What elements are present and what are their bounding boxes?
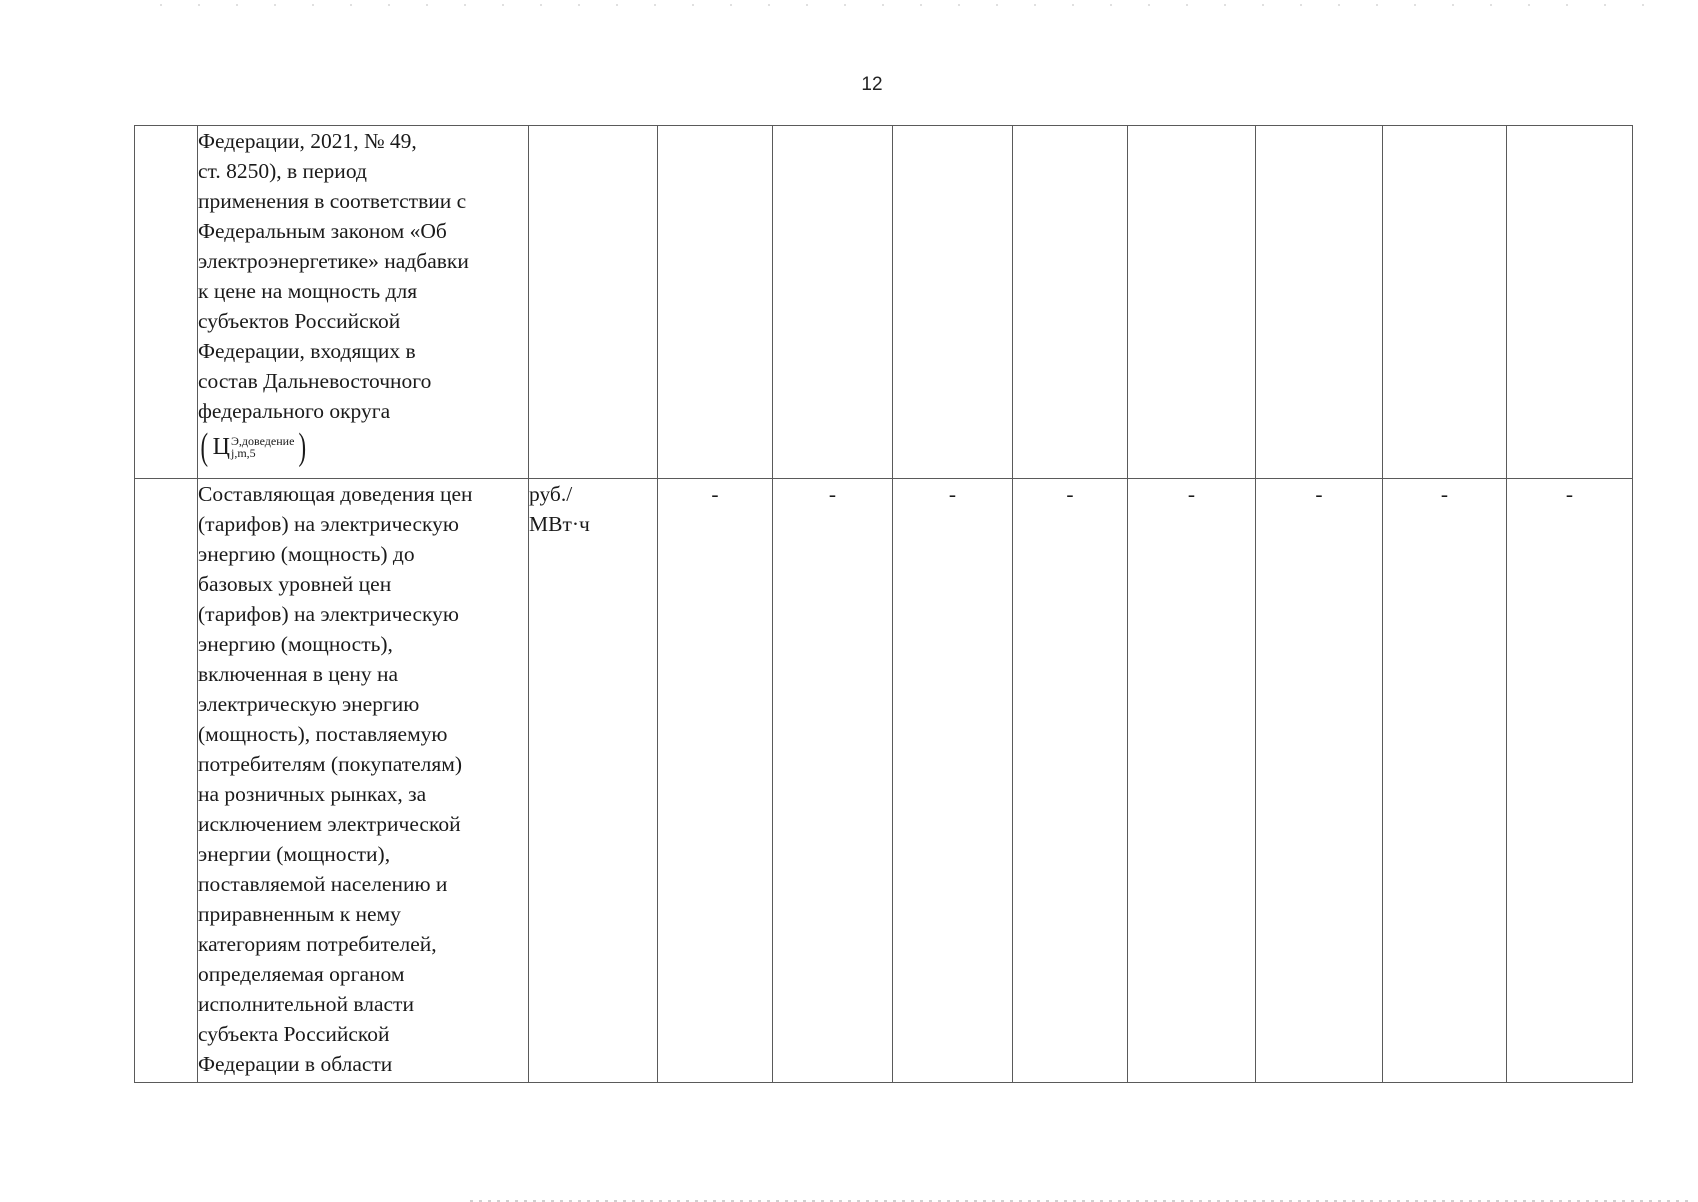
formula-superscript: Э,доведение bbox=[231, 434, 295, 448]
table-cell-value: - bbox=[1013, 479, 1128, 1083]
unit-line: МВт·ч bbox=[529, 512, 590, 536]
description-line: Федерации, входящих в bbox=[198, 339, 416, 363]
description-line: поставляемой населению и bbox=[198, 872, 448, 896]
unit-line: руб./ bbox=[529, 482, 573, 506]
table-cell-unit bbox=[529, 126, 658, 479]
table-cell-index bbox=[135, 479, 198, 1083]
table-cell-value bbox=[1256, 126, 1383, 479]
table-cell-value: - bbox=[893, 479, 1013, 1083]
table-cell-value bbox=[773, 126, 893, 479]
description-line: на розничных рынках, за bbox=[198, 782, 427, 806]
description-line: к цене на мощность для bbox=[198, 279, 418, 303]
formula-scripts bbox=[231, 435, 294, 459]
description-line: потребителям (покупателям) bbox=[198, 752, 463, 776]
description-line: (мощность), поставляемую bbox=[198, 722, 448, 746]
table-cell-description bbox=[198, 126, 529, 479]
table-cell-value bbox=[1383, 126, 1507, 479]
description-line: (тарифов) на электрическую bbox=[198, 602, 459, 626]
table-cell-value bbox=[1013, 126, 1128, 479]
description-line: электроэнергетике» надбавки bbox=[198, 249, 469, 273]
data-table bbox=[134, 125, 1633, 1083]
table-cell-value bbox=[1507, 126, 1633, 479]
table-row bbox=[135, 126, 1633, 479]
table-cell-value: - bbox=[1507, 479, 1633, 1083]
description-line: субъектов Российской bbox=[198, 309, 401, 333]
description-line: состав Дальневосточного bbox=[198, 369, 432, 393]
table-row bbox=[135, 479, 1633, 1083]
table-cell-index bbox=[135, 126, 198, 479]
formula-subscript: j,m,5 bbox=[231, 446, 256, 460]
description-line: включенная в цену на bbox=[198, 662, 398, 686]
table-cell-value: - bbox=[773, 479, 893, 1083]
description-line: базовых уровней цен bbox=[198, 572, 392, 596]
table-cell-value bbox=[1128, 126, 1256, 479]
description-line: Федерации, 2021, № 49, bbox=[198, 129, 417, 153]
formula-paren-right: ) bbox=[298, 426, 307, 468]
table-cell-value: - bbox=[1256, 479, 1383, 1083]
description-line: (тарифов) на электрическую bbox=[198, 512, 459, 536]
description-line: субъекта Российской bbox=[198, 1022, 390, 1046]
description-line: определяемая органом bbox=[198, 962, 405, 986]
description-line: энергию (мощность), bbox=[198, 632, 393, 656]
description-line: Федерации в области bbox=[198, 1052, 393, 1076]
table-cell-value: - bbox=[1128, 479, 1256, 1083]
description-line: энергии (мощности), bbox=[198, 842, 391, 866]
formula-paren-left: ( bbox=[200, 426, 209, 468]
page-number: 12 bbox=[861, 74, 883, 95]
table-cell-description bbox=[198, 479, 529, 1083]
description-line: энергию (мощность) до bbox=[198, 542, 415, 566]
description-line: применения в соответствии с bbox=[198, 189, 467, 213]
description-line: исключением электрической bbox=[198, 812, 461, 836]
table-cell-unit bbox=[529, 479, 658, 1083]
table-cell-value: - bbox=[1383, 479, 1507, 1083]
formula-symbol: Ц bbox=[212, 434, 230, 460]
description-line: исполнительной власти bbox=[198, 992, 414, 1016]
description-line: электрическую энергию bbox=[198, 692, 420, 716]
description-line: Составляющая доведения цен bbox=[198, 482, 473, 506]
table-cell-value: - bbox=[658, 479, 773, 1083]
formula bbox=[198, 428, 309, 466]
description-line: приравненным к нему bbox=[198, 902, 401, 926]
description-line: Федеральным законом «Об bbox=[198, 219, 447, 243]
description-line: федерального округа bbox=[198, 399, 391, 423]
description-line: категориям потребителей, bbox=[198, 932, 437, 956]
description-line: ст. 8250), в период bbox=[198, 159, 367, 183]
table-cell-value bbox=[658, 126, 773, 479]
scan-artifact-top bbox=[160, 4, 1680, 6]
table-cell-value bbox=[893, 126, 1013, 479]
